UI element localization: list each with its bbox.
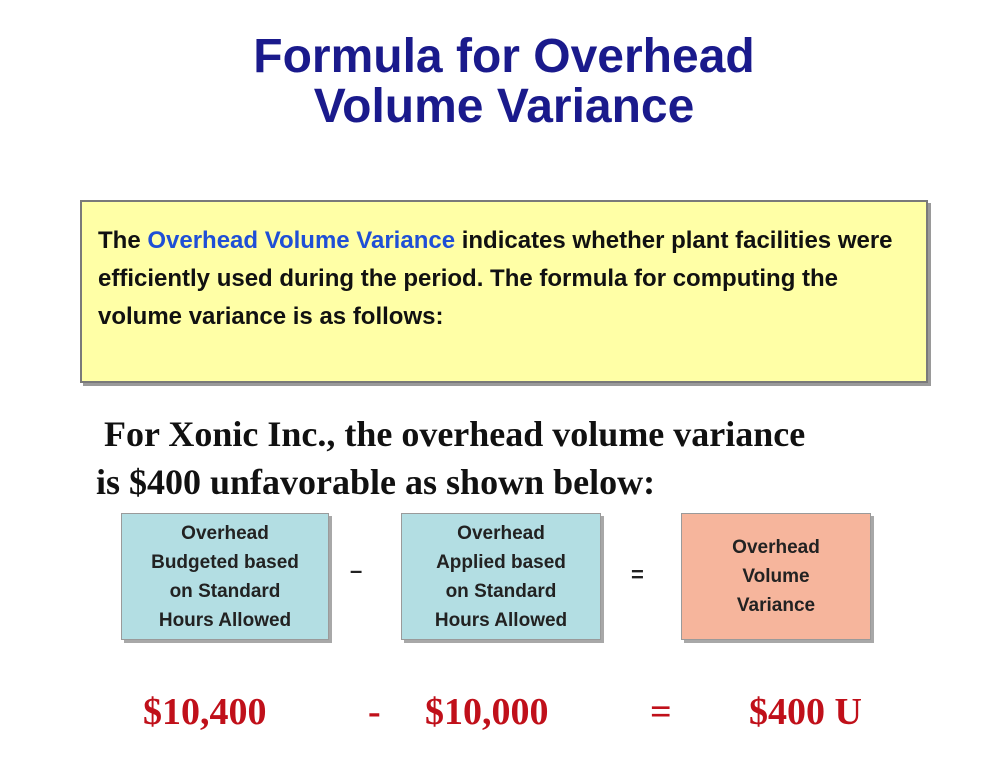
volume-variance-box — [681, 513, 871, 640]
variance-value: $400 U — [749, 691, 862, 733]
example-intro — [96, 410, 976, 506]
budgeted-value: $10,400 — [143, 691, 267, 733]
budgeted-overhead-label: Overhead Budgeted based on Standard Hours Allowed — [151, 522, 299, 631]
formula-minus-operator: – — [350, 558, 363, 583]
applied-overhead-label: Overhead Applied based on Standard Hours Allowed — [434, 522, 568, 631]
volume-variance-label: Overhead Volume Variance — [732, 537, 820, 616]
definition-highlight: Overhead Volume Variance — [147, 227, 456, 254]
slide-title-line1: Formula for Overhead — [253, 30, 755, 83]
slide-title-line2: Volume Variance — [313, 80, 695, 133]
applied-value: $10,000 — [425, 691, 549, 733]
values-equals-operator: = — [650, 691, 672, 733]
definition-body: indicates whether plant facilities were efficiently used during the period. The formula for computing the volume variance is as follows: — [98, 227, 893, 330]
budgeted-overhead-box — [121, 513, 329, 640]
definition-text — [98, 222, 898, 336]
example-intro-line1: For Xonic Inc., the overhead volume variance — [104, 414, 806, 454]
example-intro-line2: is $400 unfavorable as shown below: — [96, 462, 656, 502]
slide-title — [0, 32, 1008, 132]
definition-callout — [80, 200, 928, 383]
definition-prefix: The — [98, 227, 148, 254]
applied-overhead-box — [401, 513, 601, 640]
values-minus-operator: - — [368, 691, 381, 733]
formula-equals-operator: = — [631, 562, 644, 587]
